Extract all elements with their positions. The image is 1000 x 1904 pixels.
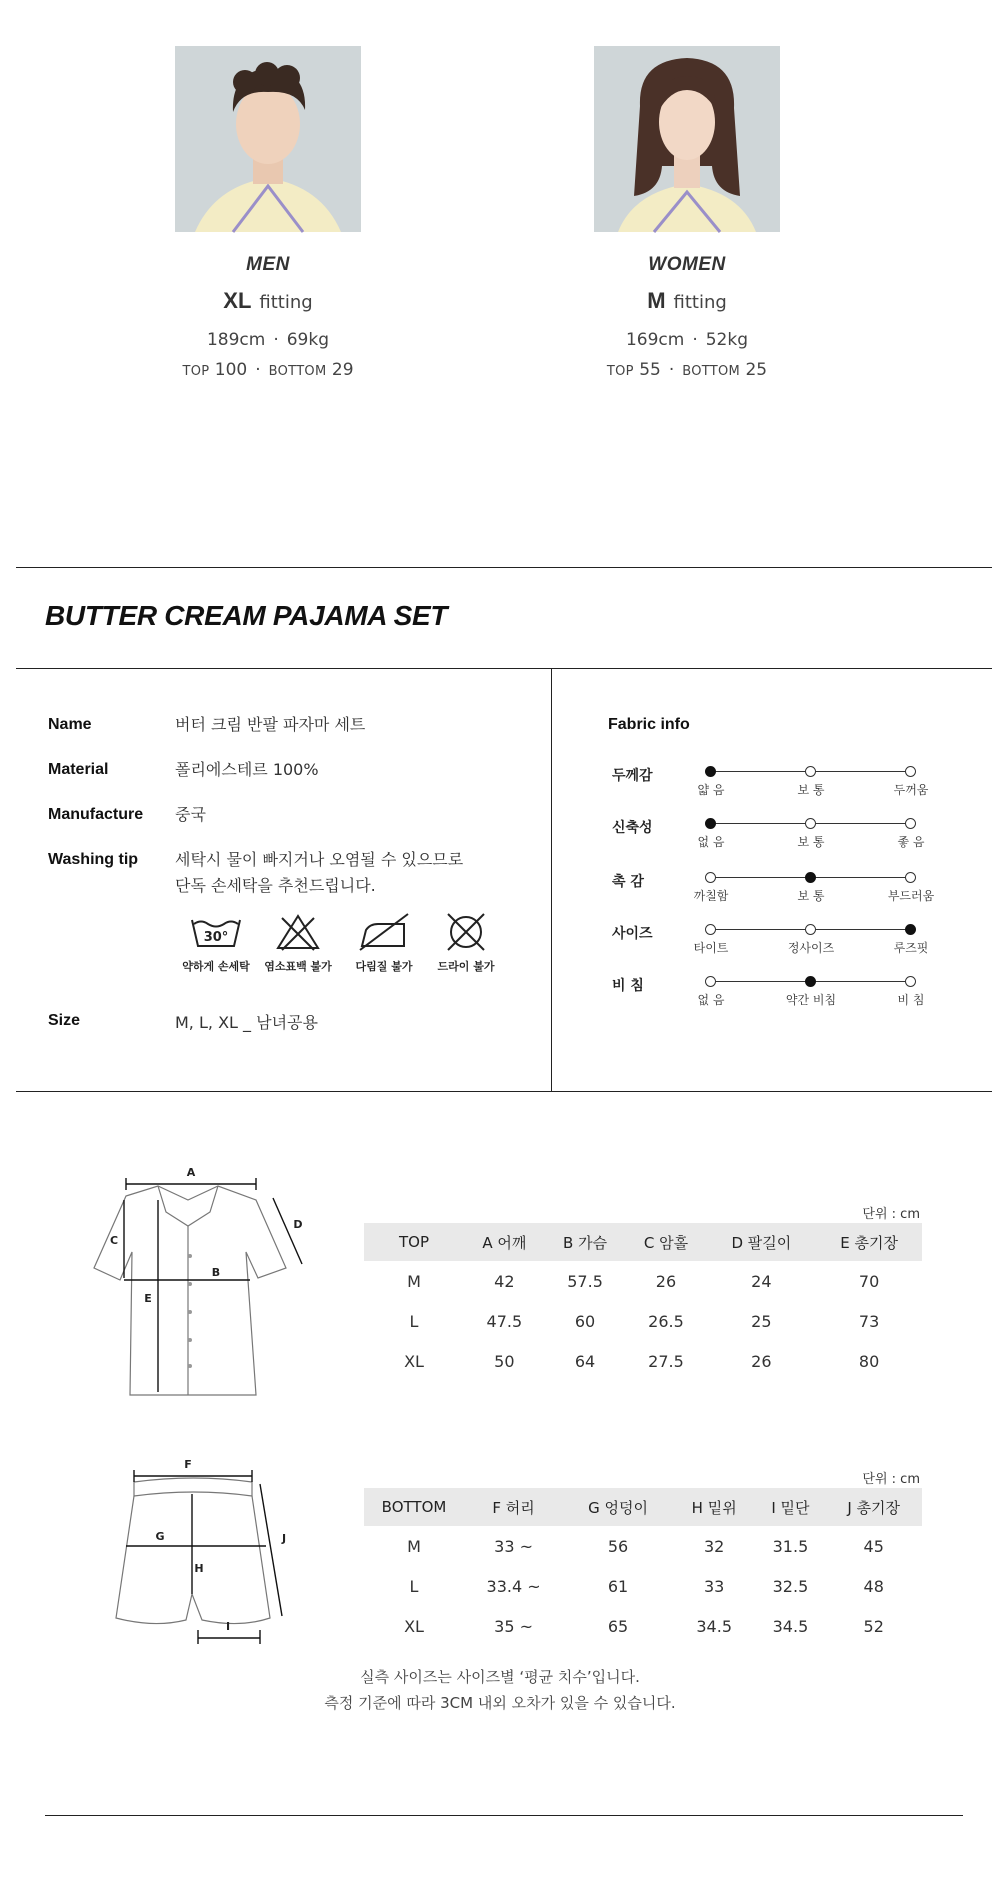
bottom-size-table bbox=[364, 1488, 922, 1646]
fabric-scale-label: 좋 음 bbox=[897, 835, 925, 849]
men-model-photo-icon bbox=[175, 46, 361, 232]
table-cell: 52 bbox=[863, 1616, 884, 1636]
washing-line-2: 단독 손세탁을 추천드립니다. bbox=[175, 876, 376, 895]
separator-dot: · bbox=[273, 330, 279, 350]
care-item-no-bleach bbox=[253, 912, 343, 974]
care-label-no-dry: 드라이 불가 bbox=[437, 960, 495, 973]
shirt-measure-lines bbox=[124, 1178, 302, 1392]
info-key-material: Material bbox=[48, 761, 109, 778]
fabric-info bbox=[608, 716, 938, 1007]
info-val-washing bbox=[175, 847, 463, 899]
women-bottom-value: 25 bbox=[745, 360, 768, 380]
no-iron-icon bbox=[356, 912, 412, 952]
bottom-divider bbox=[45, 1815, 963, 1816]
table-cell: 24 bbox=[751, 1271, 772, 1291]
women-body-measures bbox=[537, 330, 837, 350]
table-cell: 33 bbox=[704, 1576, 725, 1596]
top-table-header bbox=[364, 1223, 922, 1261]
women-fitting-size: M bbox=[647, 288, 666, 313]
table-cell: L bbox=[409, 1311, 419, 1331]
fabric-scale-label: 보 통 bbox=[797, 889, 825, 903]
table-cell: 32.5 bbox=[772, 1576, 809, 1596]
table-cell: 32 bbox=[704, 1536, 725, 1556]
fabric-scale-label: 타이트 bbox=[693, 941, 729, 955]
care-item-hand-wash bbox=[171, 912, 261, 974]
table-cell: 64 bbox=[574, 1351, 596, 1371]
info-val-size: M, L, XL _ 남녀공용 bbox=[175, 1013, 318, 1032]
info-key-manufacture: Manufacture bbox=[48, 806, 144, 823]
fabric-row bbox=[608, 975, 938, 1015]
shirt-label-e: E bbox=[144, 1292, 152, 1305]
table-header-cell: I 밑단 bbox=[755, 1488, 825, 1526]
men-label: MEN bbox=[246, 254, 290, 275]
table-cell: 56 bbox=[607, 1536, 629, 1556]
bottom-unit: 단위 : cm bbox=[862, 1472, 920, 1487]
fabric-row bbox=[608, 817, 938, 857]
table-cell: 35 ~ bbox=[494, 1616, 534, 1636]
women-fitting bbox=[537, 288, 837, 314]
table-cell: 73 bbox=[858, 1311, 880, 1331]
fabric-row-key: 촉 감 bbox=[612, 874, 644, 890]
care-item-no-iron bbox=[339, 912, 429, 974]
women-bottom-label: BOTTOM bbox=[682, 364, 741, 379]
men-body-measures bbox=[118, 330, 418, 350]
care-item-no-dry bbox=[421, 912, 511, 974]
table-header-cell: F 허리 bbox=[464, 1488, 563, 1526]
table-cell: 48 bbox=[863, 1576, 884, 1596]
table-cell: 33.4 ~ bbox=[486, 1576, 541, 1596]
fabric-scale-label: 비 침 bbox=[897, 993, 925, 1007]
fabric-scale-label: 약간 비침 bbox=[785, 993, 837, 1007]
fabric-dot bbox=[805, 766, 816, 777]
women-height: 169cm bbox=[625, 330, 685, 350]
fabric-row bbox=[608, 871, 938, 911]
bottom-table-body bbox=[364, 1526, 922, 1646]
table-cell: M bbox=[407, 1536, 421, 1556]
table-cell: 26 bbox=[751, 1351, 772, 1371]
table-row bbox=[364, 1301, 922, 1341]
men-weight: 69kg bbox=[286, 330, 330, 350]
separator-dot: · bbox=[692, 330, 698, 350]
care-symbols bbox=[171, 912, 551, 992]
info-val-material: 폴리에스테르 100% bbox=[175, 760, 319, 779]
fabric-scale-label: 없 음 bbox=[697, 993, 725, 1007]
no-dry-clean-icon bbox=[438, 912, 494, 952]
fabric-dot-selected bbox=[805, 872, 816, 883]
men-model-avatar bbox=[175, 46, 361, 232]
fabric-dot bbox=[905, 872, 916, 883]
fabric-scale-label: 두꺼움 bbox=[893, 783, 929, 797]
shorts-label-h: H bbox=[194, 1562, 204, 1575]
fabric-row bbox=[608, 923, 938, 963]
table-cell: 25 bbox=[751, 1311, 772, 1331]
men-fitting bbox=[118, 288, 418, 314]
divider bbox=[16, 668, 992, 669]
fabric-scale-label: 부드러움 bbox=[887, 889, 935, 903]
table-cell: 57.5 bbox=[567, 1271, 603, 1291]
men-fitting-size: XL bbox=[223, 288, 252, 313]
women-top-label: TOP bbox=[606, 364, 634, 379]
care-temp-text: 30° bbox=[203, 930, 229, 945]
shirt-label-c: C bbox=[109, 1234, 119, 1247]
fabric-dot-selected bbox=[705, 818, 716, 829]
table-cell: 33 ~ bbox=[494, 1536, 534, 1556]
info-key-size: Size bbox=[48, 1012, 81, 1029]
table-cell: L bbox=[409, 1576, 419, 1596]
fabric-scale-label: 까칠함 bbox=[693, 889, 729, 903]
fabric-dot bbox=[705, 976, 716, 987]
table-header-cell: B 가슴 bbox=[545, 1223, 626, 1261]
shirt-outline-icon bbox=[94, 1186, 286, 1395]
table-cell: 42 bbox=[494, 1271, 515, 1291]
table-cell: 34.5 bbox=[772, 1616, 809, 1636]
fabric-scale-label: 루즈핏 bbox=[893, 941, 929, 955]
fabric-dot bbox=[905, 818, 916, 829]
women-model-photo-icon bbox=[594, 46, 780, 232]
table-cell: 27.5 bbox=[648, 1351, 684, 1371]
table-cell: 50 bbox=[494, 1351, 515, 1371]
table-cell: M bbox=[407, 1271, 421, 1291]
table-row bbox=[364, 1526, 922, 1566]
shorts-label-g: G bbox=[155, 1530, 165, 1543]
fabric-dot-selected bbox=[905, 924, 916, 935]
fabric-scale-label: 보 통 bbox=[797, 783, 825, 797]
shorts-label-i: I bbox=[225, 1620, 231, 1633]
table-header-cell: H 밑위 bbox=[673, 1488, 756, 1526]
table-header-cell: A 어깨 bbox=[464, 1223, 545, 1261]
fabric-dot bbox=[905, 766, 916, 777]
fabric-row-key: 사이즈 bbox=[612, 926, 653, 942]
shirt-label-d: D bbox=[293, 1218, 303, 1231]
separator-dot: · bbox=[668, 360, 675, 380]
table-cell: XL bbox=[404, 1351, 424, 1371]
fabric-row-key: 신축성 bbox=[612, 820, 653, 836]
table-cell: 61 bbox=[607, 1576, 629, 1596]
shorts-measure-lines bbox=[126, 1470, 282, 1644]
fabric-dot bbox=[705, 924, 716, 935]
table-header-cell: C 암홀 bbox=[625, 1223, 706, 1261]
table-cell: XL bbox=[404, 1616, 424, 1636]
info-key-name: Name bbox=[48, 716, 92, 733]
top-table-body bbox=[364, 1261, 922, 1381]
fabric-dot bbox=[905, 976, 916, 987]
fabric-row bbox=[608, 765, 938, 805]
fabric-dot bbox=[805, 818, 816, 829]
shirt-label-a: A bbox=[186, 1166, 196, 1179]
men-top-value: 100 bbox=[214, 360, 248, 380]
fabric-scale-label: 정사이즈 bbox=[787, 941, 835, 955]
table-header-cell: E 총기장 bbox=[816, 1223, 922, 1261]
table-row bbox=[364, 1261, 922, 1301]
women-label: WOMEN bbox=[648, 254, 726, 275]
shorts-label-f: F bbox=[184, 1458, 192, 1471]
table-cell: 70 bbox=[858, 1271, 880, 1291]
fabric-dot bbox=[705, 872, 716, 883]
bottom-table-header bbox=[364, 1488, 922, 1526]
men-wear-size bbox=[118, 360, 418, 380]
fabric-row-key: 비 침 bbox=[612, 978, 644, 994]
fabric-dot-selected bbox=[705, 766, 716, 777]
vertical-divider bbox=[551, 668, 552, 1091]
table-header-cell: BOTTOM bbox=[364, 1488, 464, 1526]
shorts-outline-icon bbox=[116, 1478, 270, 1624]
model-women bbox=[537, 46, 837, 380]
fabric-scale-label: 보 통 bbox=[797, 835, 825, 849]
shirt-label-b: B bbox=[211, 1266, 221, 1279]
table-row bbox=[364, 1606, 922, 1646]
fabric-dot-selected bbox=[805, 976, 816, 987]
separator-dot: · bbox=[255, 360, 261, 380]
fabric-scale-label: 없 음 bbox=[697, 835, 725, 849]
table-cell: 26.5 bbox=[648, 1311, 684, 1331]
size-footnote bbox=[0, 1664, 1000, 1716]
care-label-no-iron: 다림질 불가 bbox=[355, 960, 413, 973]
top-shirt-diagram bbox=[88, 1160, 328, 1410]
women-top-value: 55 bbox=[639, 360, 661, 380]
table-cell: 65 bbox=[607, 1616, 629, 1636]
table-cell: 26 bbox=[655, 1271, 677, 1291]
top-unit: 단위 : cm bbox=[862, 1207, 920, 1222]
women-model-avatar bbox=[594, 46, 780, 232]
footnote-line-2: 측정 기준에 따라 3CM 내외 오차가 있을 수 있습니다. bbox=[324, 1694, 676, 1712]
table-header-cell: D 팔길이 bbox=[707, 1223, 817, 1261]
fabric-scale-label: 얇 음 bbox=[697, 783, 725, 797]
footnote-line-1: 실측 사이즈는 사이즈별 ‘평균 치수’입니다. bbox=[360, 1668, 640, 1686]
table-cell: 80 bbox=[858, 1351, 880, 1371]
fabric-dot bbox=[805, 924, 816, 935]
fabric-row-key: 두께감 bbox=[612, 768, 653, 784]
men-bottom-value: 29 bbox=[331, 360, 354, 380]
table-row bbox=[364, 1566, 922, 1606]
table-cell: 45 bbox=[863, 1536, 884, 1556]
table-header-cell: TOP bbox=[364, 1223, 464, 1261]
info-val-name: 버터 크림 반팔 파자마 세트 bbox=[175, 715, 366, 734]
fabric-title: Fabric info bbox=[608, 716, 690, 733]
table-cell: 47.5 bbox=[486, 1311, 523, 1331]
shorts-label-j: J bbox=[281, 1532, 287, 1545]
men-bottom-label: BOTTOM bbox=[268, 364, 327, 379]
hand-wash-30-icon bbox=[188, 912, 244, 952]
men-top-label: TOP bbox=[182, 364, 210, 379]
men-height: 189cm bbox=[206, 330, 266, 350]
info-key-washing: Washing tip bbox=[48, 851, 139, 868]
table-cell: 34.5 bbox=[696, 1616, 732, 1636]
table-cell: 31.5 bbox=[772, 1536, 809, 1556]
model-men bbox=[118, 46, 418, 380]
shirt-buttons bbox=[188, 1254, 192, 1368]
no-bleach-icon bbox=[270, 912, 326, 952]
women-wear-size bbox=[537, 360, 837, 380]
care-label-no-bleach: 염소표백 불가 bbox=[264, 960, 332, 973]
bottom-shorts-diagram bbox=[100, 1458, 300, 1650]
top-size-table bbox=[364, 1223, 922, 1381]
women-weight: 52kg bbox=[705, 330, 749, 350]
men-fitting-text: fitting bbox=[259, 292, 313, 313]
table-header-cell: J 총기장 bbox=[825, 1488, 922, 1526]
divider bbox=[16, 567, 992, 568]
divider bbox=[16, 1091, 992, 1092]
washing-line-1: 세탁시 물이 빠지거나 오염될 수 있으므로 bbox=[175, 850, 464, 869]
care-label-hand-wash: 약하게 손세탁 bbox=[182, 960, 250, 973]
table-cell: 60 bbox=[574, 1311, 596, 1331]
women-fitting-text: fitting bbox=[673, 292, 727, 313]
model-fitting-section bbox=[0, 46, 1000, 406]
product-title: BUTTER CREAM PAJAMA SET bbox=[45, 600, 448, 631]
table-header-cell: G 엉덩이 bbox=[563, 1488, 673, 1526]
table-row bbox=[364, 1341, 922, 1381]
info-val-manufacture: 중국 bbox=[175, 805, 206, 824]
